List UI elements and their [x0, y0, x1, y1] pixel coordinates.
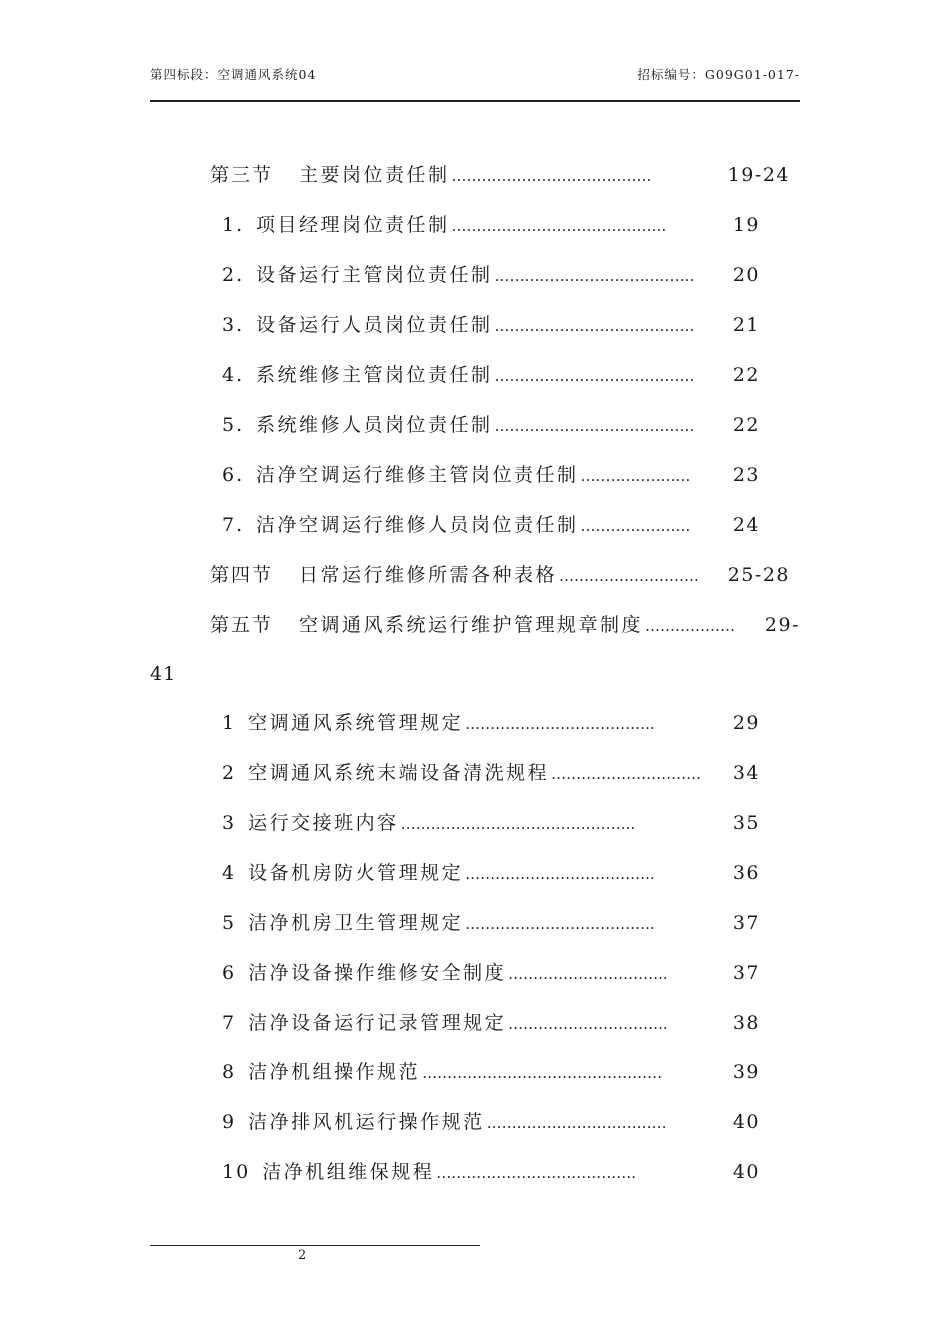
- toc-page: 29: [732, 712, 760, 734]
- toc-page: 29-: [764, 614, 800, 636]
- toc-leader: ………………………………..: [465, 865, 655, 883]
- toc-section-3[interactable]: [210, 160, 790, 190]
- toc-title: 洁净设备操作维修安全制度: [248, 962, 507, 984]
- toc-leader: …………………………………….: [451, 217, 667, 235]
- toc-label: 4: [222, 862, 237, 884]
- toc-leader: ………………………………….: [494, 367, 695, 385]
- toc-title: 洁净设备运行记录管理规定: [248, 1012, 507, 1034]
- toc-label: 3.: [222, 314, 245, 336]
- toc-title: 系统维修主管岗位责任制: [256, 364, 493, 386]
- toc-page: 38: [732, 1012, 760, 1034]
- toc-page: 24: [732, 514, 760, 536]
- toc-label: 第三节: [210, 164, 274, 186]
- toc-leader: ………………………………….: [436, 1164, 636, 1182]
- toc-section-5[interactable]: [210, 610, 800, 640]
- toc-label: 5: [222, 912, 237, 934]
- toc-page: 40: [732, 1161, 760, 1183]
- toc-item[interactable]: [222, 958, 760, 988]
- toc-item[interactable]: [222, 1008, 760, 1038]
- toc-leader: …………………………: [551, 765, 702, 783]
- toc-page: 22: [732, 364, 760, 386]
- toc-leader: ………………………………..: [465, 715, 655, 733]
- toc-page: 37: [732, 912, 760, 934]
- toc-leader: ……………………….: [559, 567, 699, 585]
- toc-page: 20: [732, 264, 760, 286]
- toc-leader: ………………………………….: [494, 417, 695, 435]
- toc-title: 洁净空调运行维修人员岗位责任制: [256, 514, 579, 536]
- toc-leader: …………………………..: [508, 1015, 668, 1033]
- toc-page: 34: [732, 762, 760, 784]
- toc-item[interactable]: [222, 510, 760, 540]
- toc-title: 项目经理岗位责任制: [256, 214, 450, 236]
- toc-page: 37: [732, 962, 760, 984]
- toc-item[interactable]: [222, 260, 760, 290]
- toc-title: 设备机房防火管理规定: [248, 862, 464, 884]
- toc-leader: …………………………..: [508, 965, 668, 983]
- toc-title: 洁净空调运行维修主管岗位责任制: [256, 464, 579, 486]
- toc-page: 35: [732, 812, 760, 834]
- toc-label: 4.: [222, 364, 245, 386]
- toc-leader: ………………….: [580, 467, 691, 485]
- toc-item[interactable]: [222, 210, 760, 240]
- toc-leader: …………………………………………: [422, 1064, 663, 1082]
- toc-label: 第五节: [210, 614, 274, 636]
- toc-label: 10: [222, 1161, 251, 1183]
- toc-page: 40: [732, 1111, 760, 1133]
- toc-label: 1: [222, 712, 237, 734]
- toc-label: 7: [222, 1012, 237, 1034]
- toc-leader: ………………………………….: [494, 267, 695, 285]
- toc-item[interactable]: [222, 708, 760, 738]
- toc-item[interactable]: [222, 360, 760, 390]
- toc-page: 21: [732, 314, 760, 336]
- toc-item[interactable]: [222, 1057, 760, 1087]
- header-divider: [150, 100, 800, 102]
- toc-title: 运行交接班内容: [248, 812, 399, 834]
- toc-title: 洁净排风机运行操作规范: [248, 1111, 485, 1133]
- toc-title: 空调通风系统管理规定: [248, 712, 464, 734]
- header-section-title: 第四标段：空调通风系统04: [150, 67, 317, 82]
- toc-label: 2: [222, 762, 237, 784]
- toc-page: 19-24: [727, 164, 790, 186]
- toc-label: 1.: [222, 214, 245, 236]
- toc-label: 2.: [222, 264, 245, 286]
- toc-label: 第四节: [210, 564, 274, 586]
- toc-page-continuation: 41: [150, 663, 177, 685]
- toc-title: 洁净机房卫生管理规定: [248, 912, 464, 934]
- toc-page: 23: [732, 464, 760, 486]
- toc-item[interactable]: [222, 808, 760, 838]
- toc-label: 6.: [222, 464, 245, 486]
- toc-title: 日常运行维修所需各种表格: [299, 564, 558, 586]
- toc-label: 5.: [222, 414, 245, 436]
- toc-page: 39: [732, 1061, 760, 1083]
- toc-section-4[interactable]: [210, 560, 790, 590]
- page-number: 2: [298, 1248, 307, 1263]
- toc-leader: ………………………………….: [451, 167, 652, 185]
- toc-item[interactable]: [222, 310, 760, 340]
- toc-leader: ………………………………….: [494, 317, 695, 335]
- toc-leader: ………………………………: [486, 1114, 667, 1132]
- toc-page: 25-28: [727, 564, 790, 586]
- toc-title: 系统维修人员岗位责任制: [256, 414, 493, 436]
- toc-item[interactable]: [222, 1157, 760, 1187]
- toc-page: 36: [732, 862, 760, 884]
- toc-title: 空调通风系统运行维护管理规章制度: [299, 614, 644, 636]
- toc-item[interactable]: [222, 410, 760, 440]
- toc-page: 19: [732, 214, 760, 236]
- toc-item[interactable]: [222, 1107, 760, 1137]
- toc-leader: ………………….: [580, 517, 691, 535]
- toc-item[interactable]: [222, 858, 760, 888]
- toc-item[interactable]: [222, 908, 760, 938]
- toc-page: 22: [732, 414, 760, 436]
- toc-title: 设备运行人员岗位责任制: [256, 314, 493, 336]
- toc-title: 设备运行主管岗位责任制: [256, 264, 493, 286]
- toc-label: 7.: [222, 514, 245, 536]
- toc-title: 主要岗位责任制: [299, 164, 450, 186]
- toc-title: 洁净机组操作规范: [248, 1061, 421, 1083]
- header-tender-number: 招标编号：G09G01-017-: [637, 67, 800, 82]
- toc-label: 3: [222, 812, 237, 834]
- toc-label: 9: [222, 1111, 237, 1133]
- toc-leader: ………………………………………..: [400, 815, 636, 833]
- toc-leader: ………………: [645, 617, 736, 635]
- toc-item[interactable]: [222, 460, 760, 490]
- toc-leader: ………………………………..: [465, 915, 655, 933]
- toc-label: 8: [222, 1061, 237, 1083]
- footer-divider: [150, 1245, 480, 1246]
- toc-label: 6: [222, 962, 237, 984]
- toc-item[interactable]: [222, 758, 760, 788]
- toc-title: 洁净机组维保规程: [262, 1161, 435, 1183]
- toc-title: 空调通风系统末端设备清洗规程: [248, 762, 550, 784]
